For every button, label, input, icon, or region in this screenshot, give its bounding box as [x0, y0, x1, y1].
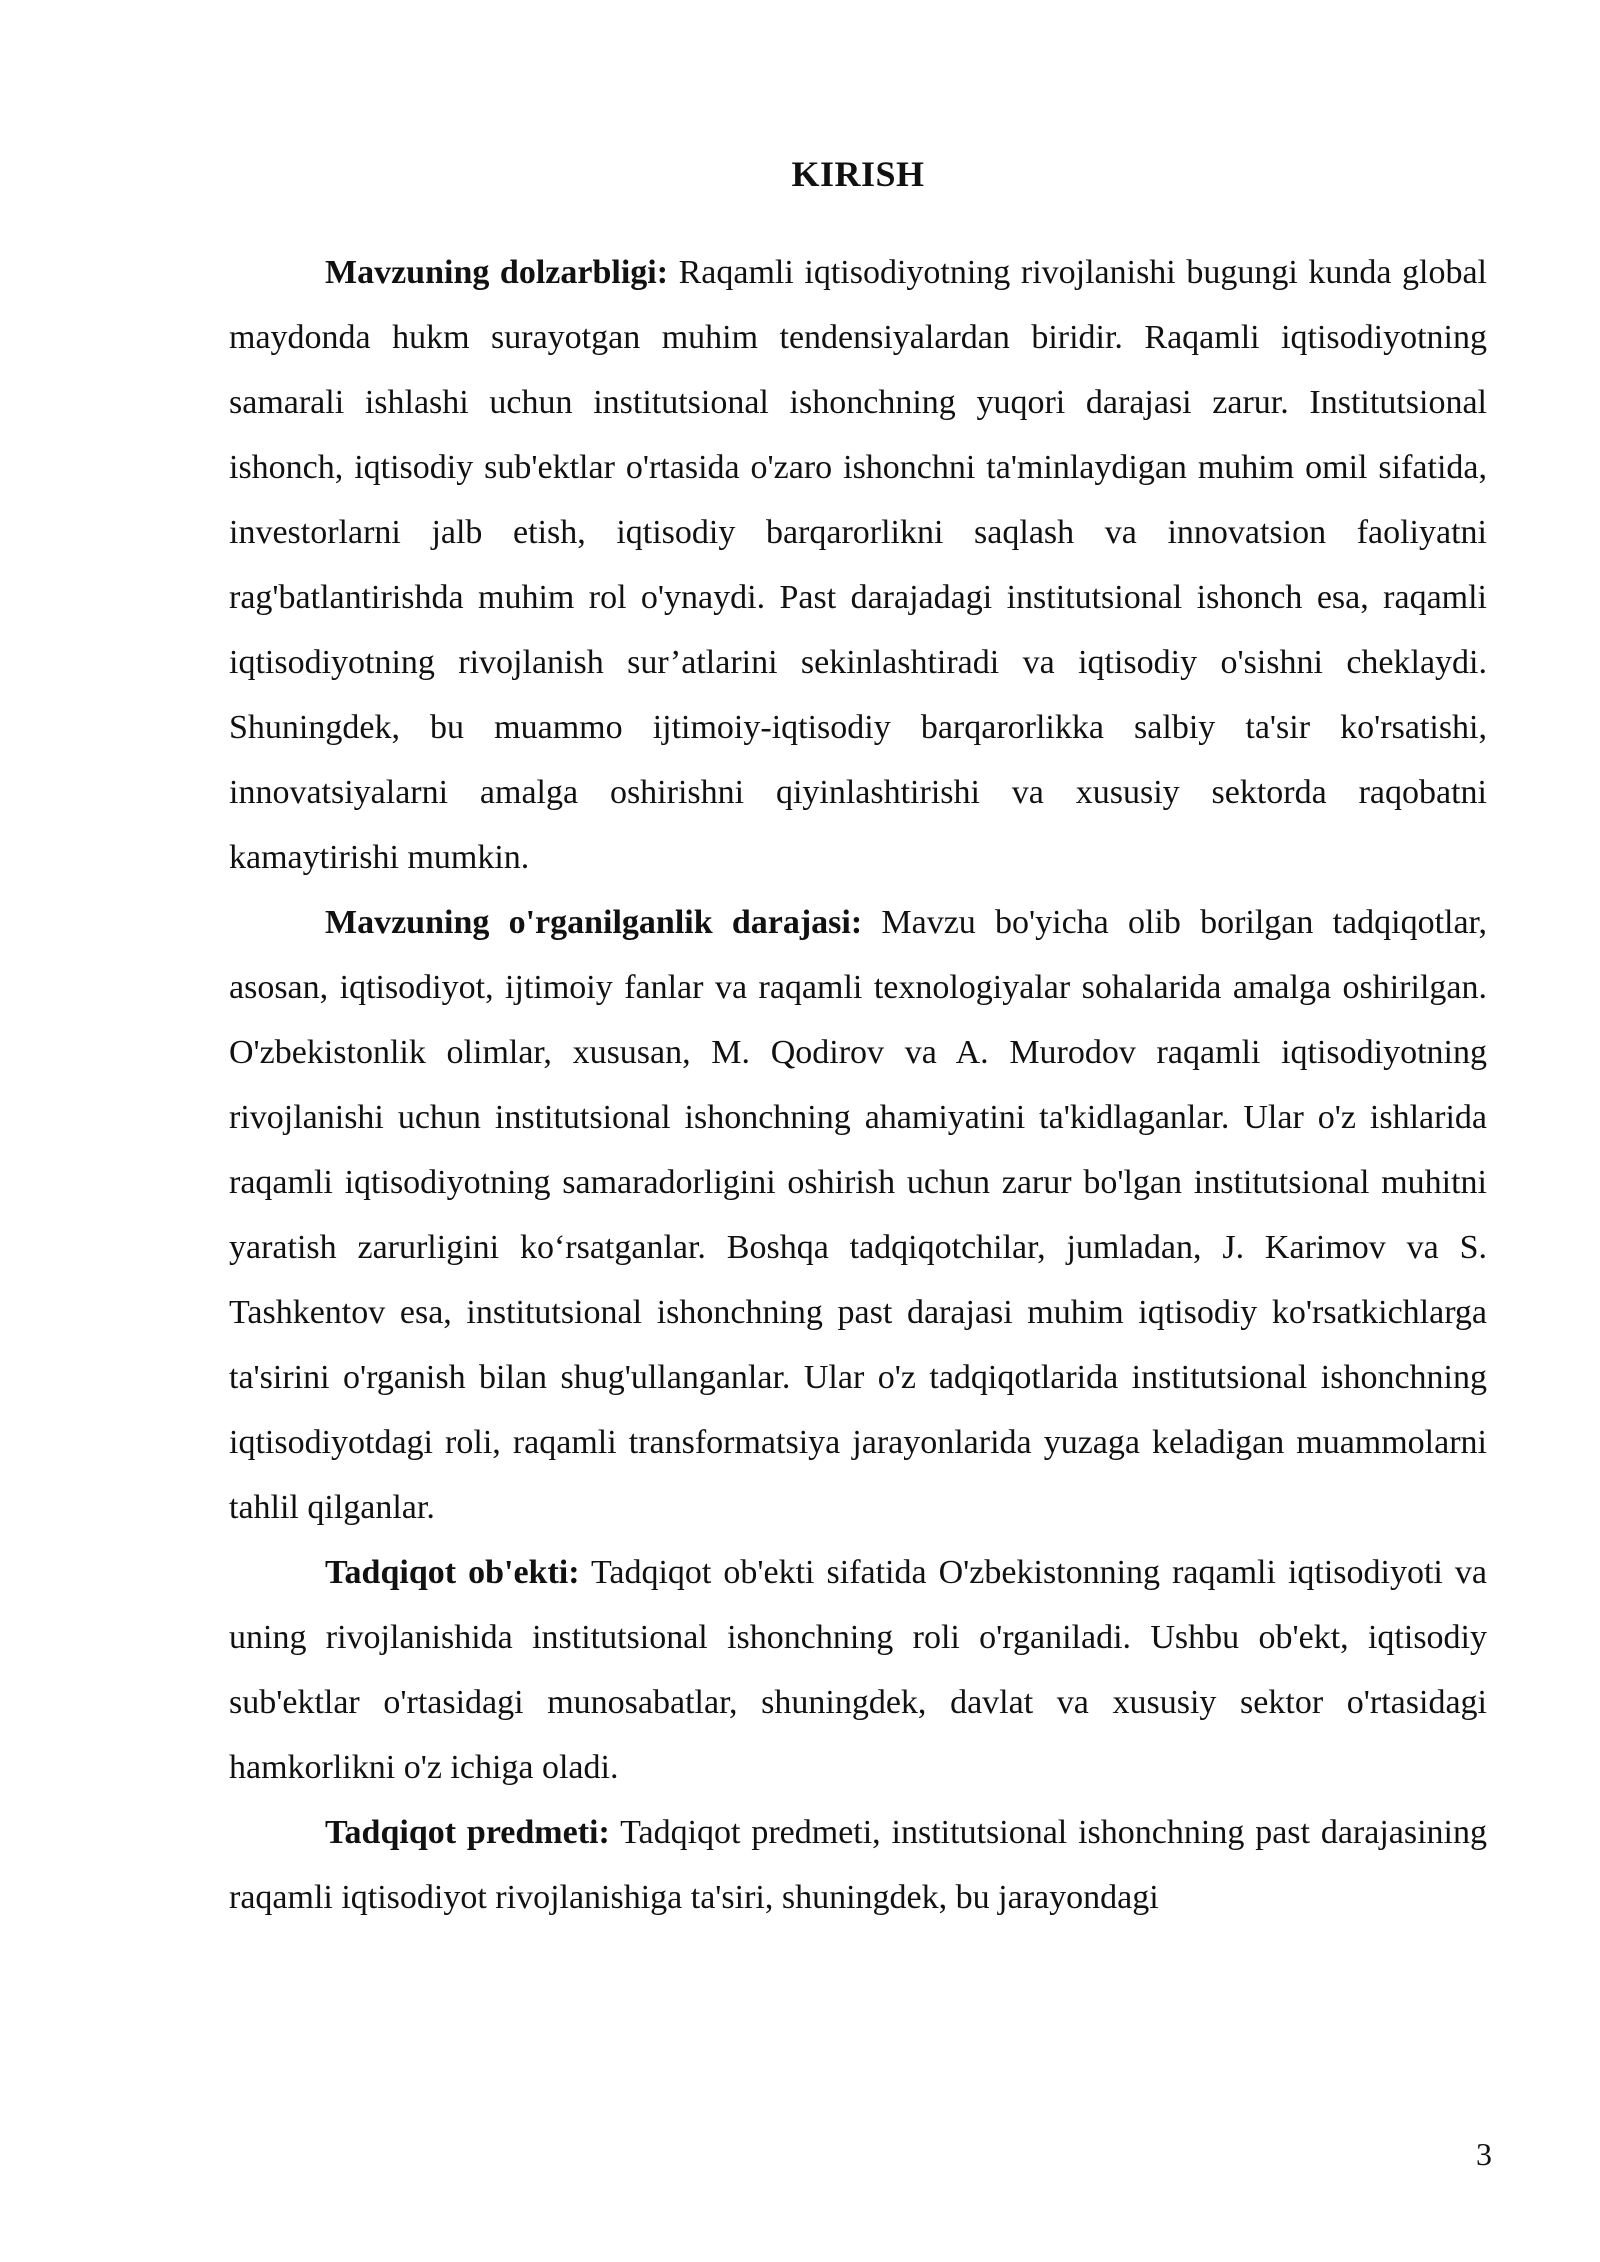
paragraph-research-subject	[229, 1800, 1487, 1930]
paragraph-research-object	[229, 1540, 1487, 1800]
paragraph-text: Raqamli iqtisodiyotning rivojlanishi bugungi kunda global maydonda hukm surayotgan muhim tendensiyalardan biridir. Raqamli iqtisodiyotning samarali ishlashi uchun institutsional ishonchning yuqori darajasi zarur. Institutsional ishonch, iqtisodiy sub'ektlar o'rtasida o'zaro ishonchni ta'minlaydigan muhim omil sifatida, investorlarni jalb etish, iqtisodiy barqarorlikni saqlash va innovatsion faoliyatni rag'batlantirishda muhim rol o'ynaydi. Past darajadagi institutsional ishonch esa, raqamli iqtisodiyotning rivojlanish sur’atlarini sekinlashtiradi va iqtisodiy o'sishni cheklaydi. Shuningdek, bu muammo ijtimoiy-iqtisodiy barqarorlikka salbiy ta'sir ko'rsatishi, innovatsiyalarni amalga oshirishni qiyinlashtirishi va xususiy sektorda raqobatni kamaytirishi mumkin.	[229, 254, 1487, 876]
paragraph-heading: Mavzuning o'rganilganlik darajasi:	[325, 904, 863, 941]
page-title: KIRISH	[791, 154, 925, 194]
paragraph-relevance	[229, 240, 1487, 890]
paragraph-heading: Tadqiqot ob'ekti:	[325, 1554, 580, 1591]
page-number: 3	[1476, 2136, 1492, 2172]
paragraph-heading: Mavzuning dolzarbligi:	[325, 254, 669, 291]
paragraph-text: Tadqiqot predmeti, institutsional ishonchning past darajasining raqamli iqtisodiyot rivojlanishiga ta'siri, shuningdek, bu jarayondagi	[229, 1814, 1488, 1916]
paragraph-text: Mavzu bo'yicha olib borilgan tadqiqotlar, asosan, iqtisodiyot, ijtimoiy fanlar va raqamli texnologiyalar sohalarida amalga oshirilgan. O'zbekistonlik olimlar, xususan, M. Qodirov va A. Murodov raqamli iqtisodiyotning rivojlanishi uchun institutsional ishonchning ahamiyatini ta'kidlaganlar. Ular o'z ishlarida raqamli iqtisodiyotning samaradorligini oshirish uchun zarur bo'lgan institutsional muhitni yaratish zarurligini ko‘rsatganlar. Boshqa tadqiqotchilar, jumladan, J. Karimov va S. Tashkentov esa, institutsional ishonchning past darajasi muhim iqtisodiy ko'rsatkichlarga ta'sirini o'rganish bilan shug'ullanganlar. Ular o'z tadqiqotlarida institutsional ishonchning iqtisodiyotdagi roli, raqamli transformatsiya jarayonlarida yuzaga keladigan muammolarni tahlil qilganlar.	[229, 904, 1488, 1526]
body-text	[229, 240, 1487, 1930]
paragraph-heading: Tadqiqot predmeti:	[325, 1814, 610, 1851]
paragraph-text: Tadqiqot ob'ekti sifatida O'zbekistonning raqamli iqtisodiyoti va uning rivojlanishida institutsional ishonchning roli o'rganiladi. Ushbu ob'ekt, iqtisodiy sub'ektlar o'rtasidagi munosabatlar, shuningdek, davlat va xususiy sektor o'rtasidagi hamkorlikni o'z ichiga oladi.	[229, 1554, 1488, 1786]
paragraph-study-level	[229, 890, 1487, 1540]
